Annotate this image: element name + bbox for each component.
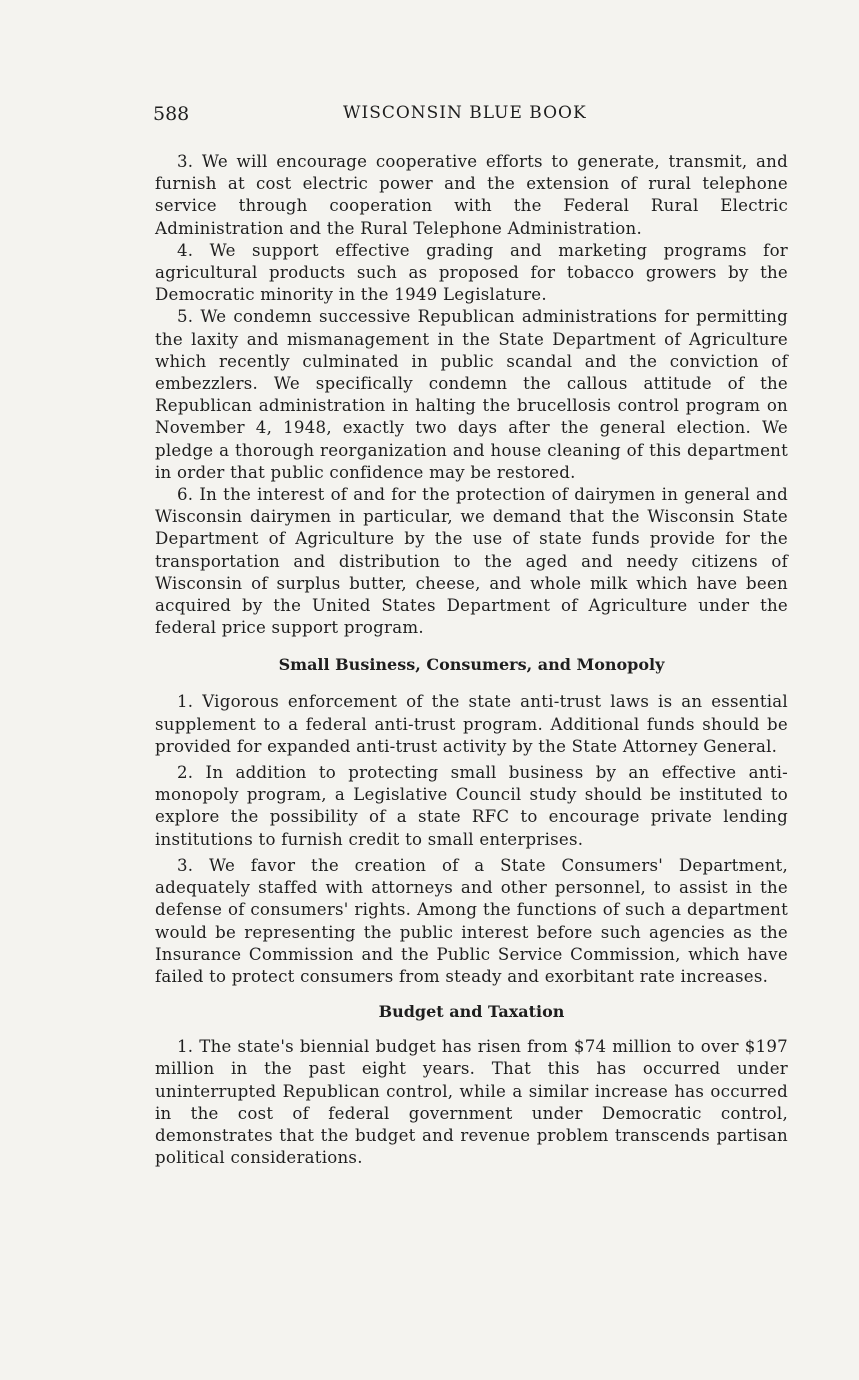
paragraph-biennial-budget: 1. The state's biennial budget has risen from $74 million to over $197 million in the past eight years. That this has occurred under uninterrupted Republican control, while a similar increase has occurred in the cost of federal government under Democratic control, demonstrates that the budget and revenue problem transcends partisan political considerations. bbox=[155, 1037, 788, 1168]
section-heading-budget-taxation: Budget and Taxation bbox=[378, 1002, 565, 1022]
paragraph-small-business-rfc: 2. In addition to protecting small business by an effective anti-monopoly program, a Legislative Council study should be instituted to explore the possibility of a state RFC to encourage private lending institutions to furnish credit to small enterprises. bbox=[155, 763, 788, 849]
page-body bbox=[155, 151, 788, 1169]
paragraph-anti-trust: 1. Vigorous enforcement of the state anti-trust laws is an essential supplement to a federal anti-trust program. Additional funds should be provided for expanded anti-trust activity by the State Attorney General. bbox=[155, 692, 788, 756]
paragraph-consumers-department: 3. We favor the creation of a State Consumers' Department, adequately staffed with attorneys and other personnel, to assist in the defense of consumers' rights. Among the functions of such a department would be representing the public interest before such agencies as the Insurance Commission and the Public Service Commission, which have failed to protect consumers from steady and exorbitant rate increases. bbox=[155, 855, 788, 986]
paragraph-electric-power: 3. We will encourage cooperative efforts to generate, transmit, and furnish at cost electric power and the extension of rural telephone service through cooperation with the Federal Rural Electric Administration and the Rural Telephone Administration. bbox=[155, 152, 788, 238]
page-header bbox=[153, 103, 786, 131]
paragraph-condemn-mismanagement: 5. We condemn successive Republican administrations for permitting the laxity and mismanagement in the State Department of Agriculture which recently culminated in public scandal and the conviction of embezzlers. We specifically condemn the callous attitude of the Republican administration in halting the brucellosis control program on November 4, 1948, exactly two days after the general election. We pledge a thorough reorganization and house cleaning of this department in order that public confidence may be restored. bbox=[155, 307, 788, 482]
paragraph-grading-marketing: 4. We support effective grading and marketing programs for agricultural products such as proposed for tobacco growers by the Democratic minority in the 1949 Legislature. bbox=[155, 240, 788, 305]
running-title: WISCONSIN BLUE BOOK bbox=[343, 103, 587, 123]
section-heading-small-business: Small Business, Consumers, and Monopoly bbox=[278, 655, 665, 675]
paragraph-dairymen: 6. In the interest of and for the protection of dairymen in general and Wisconsin dairymen in particular, we demand that the Wisconsin State Department of Agriculture by the use of state funds provide for the transportation and distribution to the aged and needy citizens of Wisconsin of surplus butter, cheese, and whole milk which have been acquired by the United States Department of Agriculture under the federal price support program. bbox=[155, 485, 788, 638]
page-number: 588 bbox=[153, 103, 190, 125]
